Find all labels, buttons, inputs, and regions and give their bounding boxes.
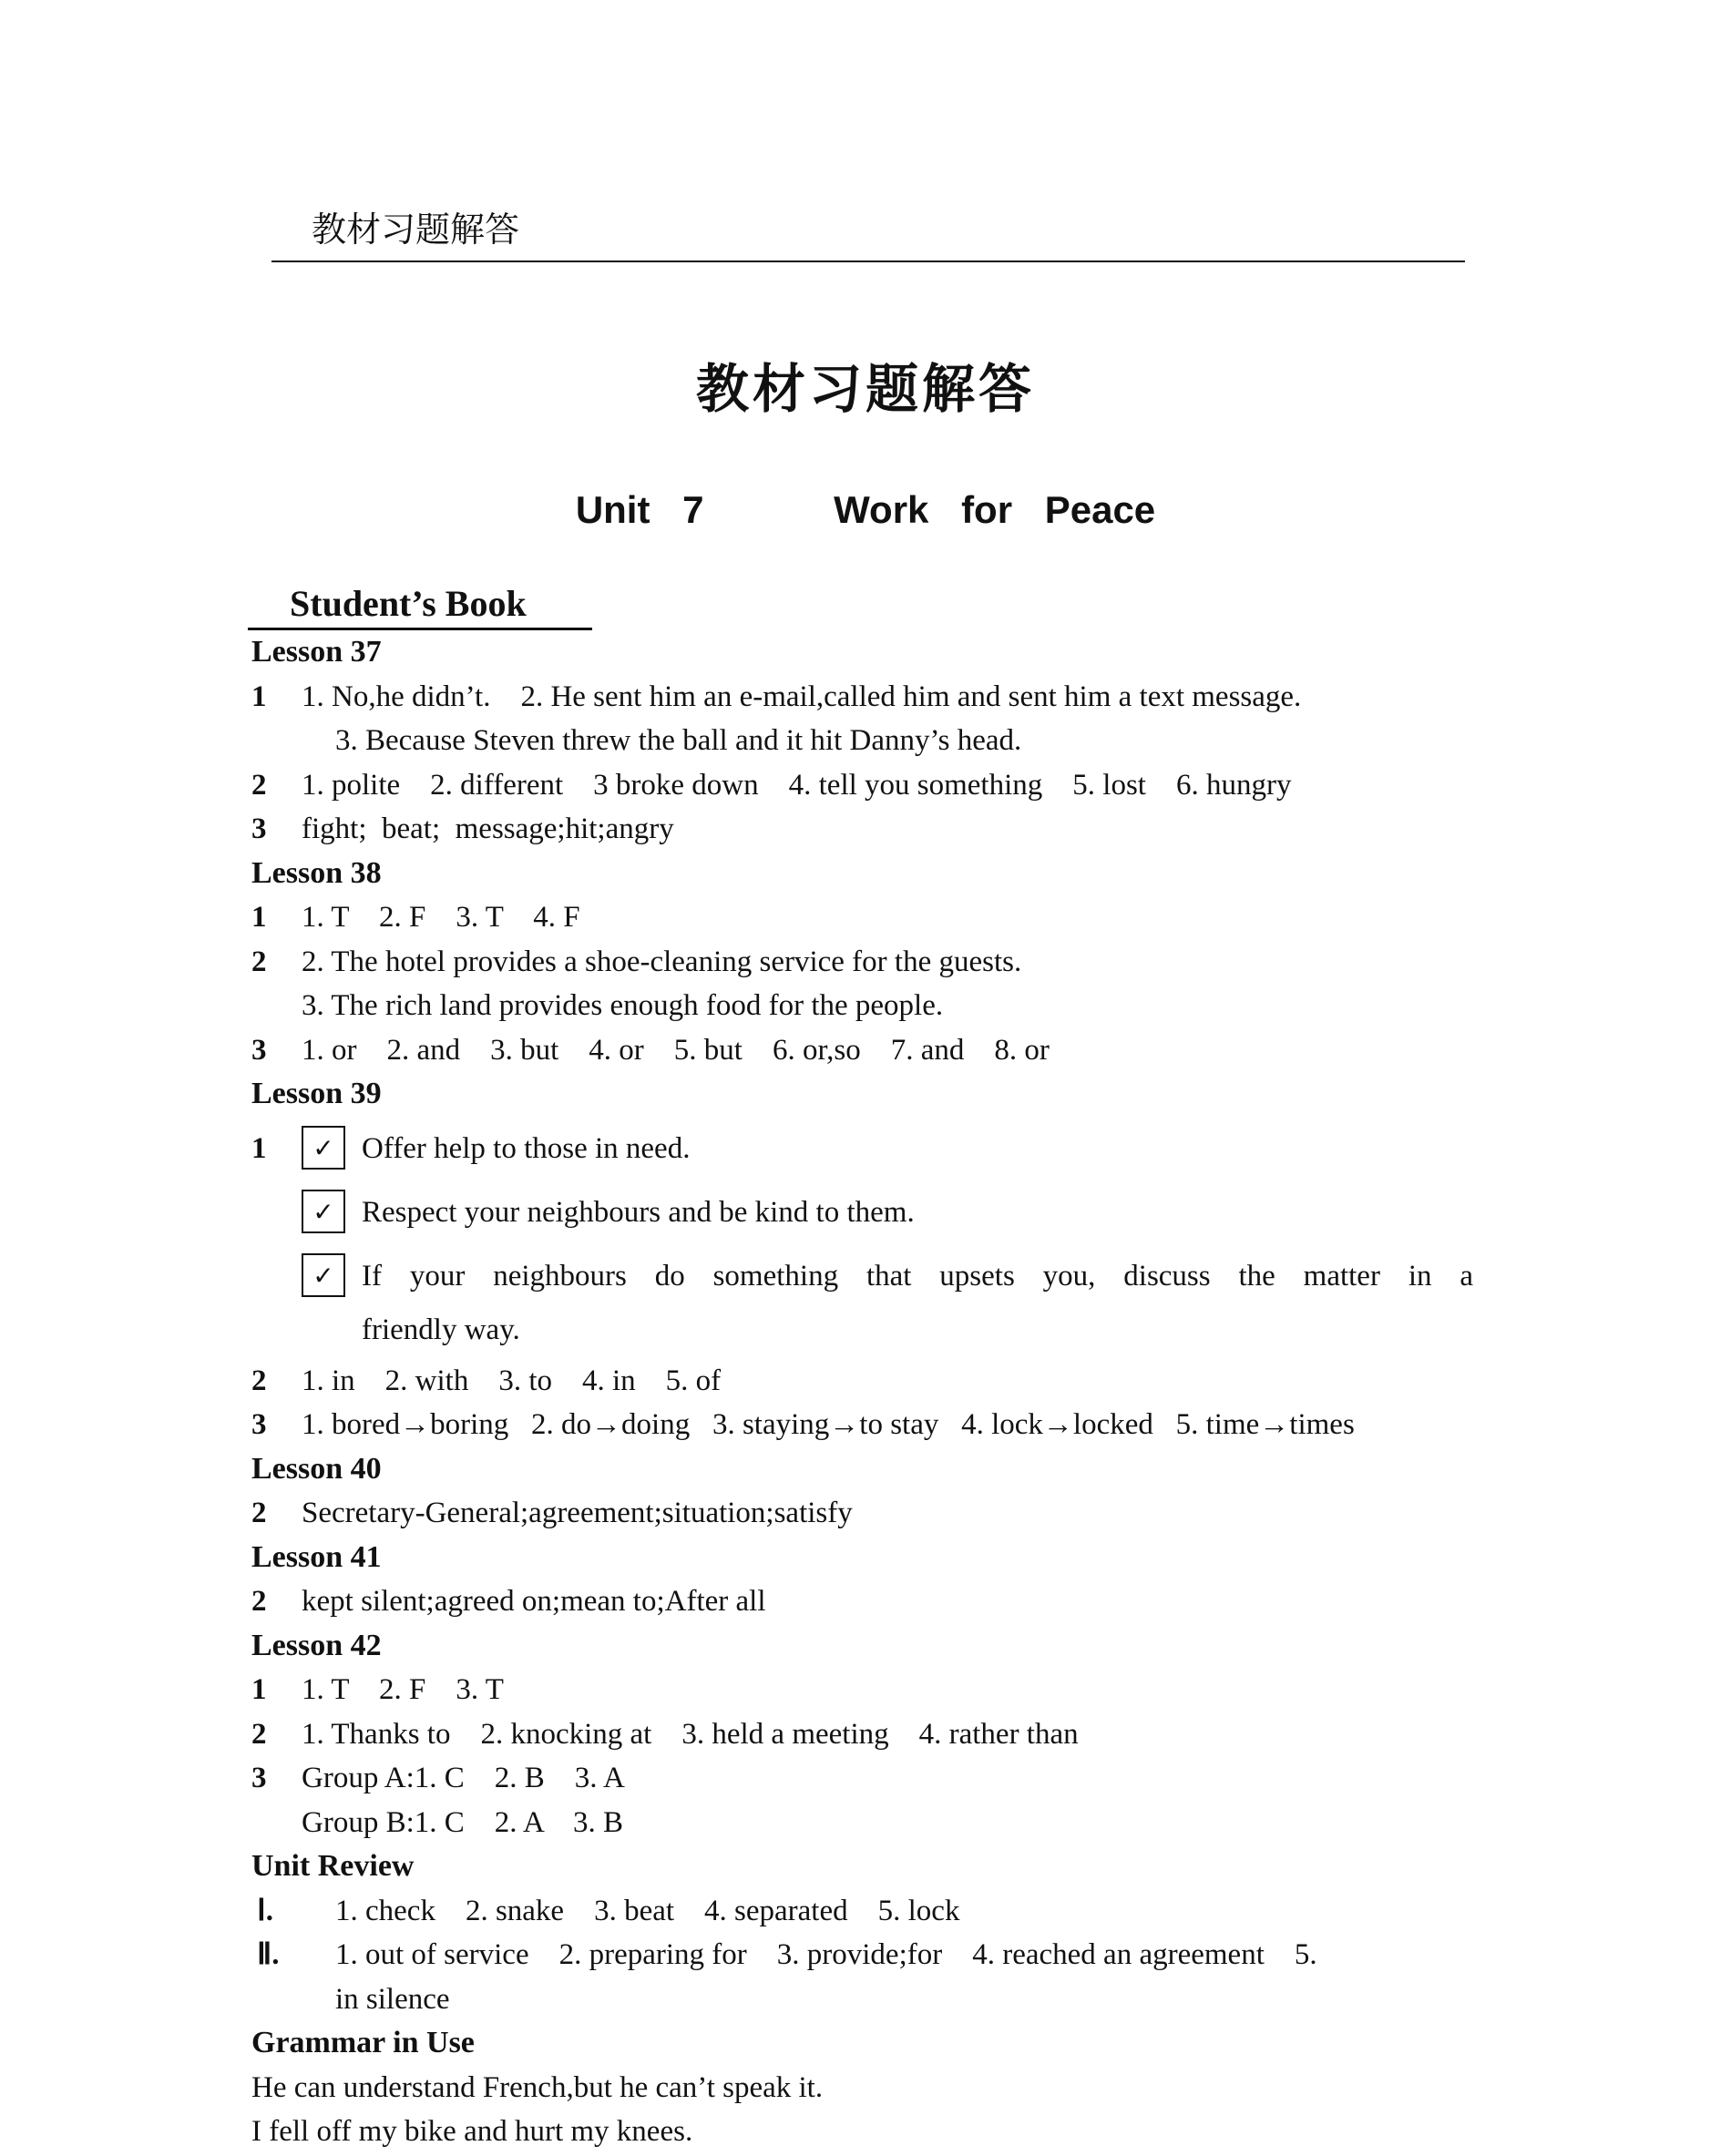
checklist-text: Respect your neighbours and be kind to them. bbox=[362, 1195, 915, 1229]
lesson-37-ex1-cont: 3. Because Steven threw the ball and it hit Danny’s head. bbox=[335, 724, 1022, 757]
lesson-37-ex2 bbox=[251, 763, 1490, 808]
check-box bbox=[302, 1190, 345, 1233]
lesson-41-heading: Lesson 41 bbox=[251, 1539, 382, 1574]
exercise-number: 3 bbox=[251, 1762, 267, 1794]
lesson-38-ex1 bbox=[251, 895, 1490, 940]
exercise-number: 2 bbox=[251, 1585, 267, 1618]
answer-text: kept silent;agreed on;mean to;After all bbox=[302, 1585, 766, 1618]
lesson-40-ex2 bbox=[251, 1491, 1490, 1536]
answer-text: 1. check 2. snake 3. beat 4. separated 5. lock bbox=[335, 1894, 960, 1927]
lesson-39-ex3 bbox=[251, 1403, 1490, 1447]
lesson-42-heading: Lesson 42 bbox=[251, 1628, 382, 1662]
exercise-number: 3 bbox=[251, 812, 267, 845]
answer-text: 1. Thanks to 2. knocking at 3. held a meeting 4. rather than bbox=[302, 1717, 1079, 1751]
answer-text: 1. bored→boring 2. do→doing 3. staying→to stay 4. lock→locked 5. time→times bbox=[302, 1408, 1355, 1441]
section-heading: Student’s Book bbox=[248, 583, 592, 630]
exercise-number: 3 bbox=[251, 1033, 267, 1067]
grammar-line: He can understand French,but he can’t speak it. bbox=[251, 2070, 824, 2104]
running-header: 教材习题解答 bbox=[271, 211, 1465, 262]
lesson-38-ex2-cont: 3. The rich land provides enough food for the people. bbox=[302, 989, 944, 1022]
grammar-heading: Grammar in Use bbox=[251, 2026, 475, 2059]
exercise-number: 1 bbox=[251, 679, 267, 713]
checklist-item bbox=[251, 1117, 1490, 1180]
answer-text: 1. out of service 2. preparing for 3. provide;for 4. reached an agreement 5. bbox=[335, 1938, 1317, 1971]
checklist-text: Offer help to those in need. bbox=[362, 1131, 691, 1165]
lesson-38-heading: Lesson 38 bbox=[251, 855, 382, 890]
checklist-text: If your neighbours do something that upsets you, discuss the matter in a bbox=[362, 1259, 1473, 1293]
answer-text: 1. No,he didn’t. 2. He sent him an e-mail,called him and sent him a text message. bbox=[302, 679, 1302, 713]
checklist-item bbox=[251, 1244, 1490, 1308]
answer-content bbox=[251, 630, 1490, 2154]
section-number: Ⅱ. bbox=[257, 1938, 280, 1971]
answer-text: 1. or 2. and 3. but 4. or 5. but 6. or,so 7. and 8. or bbox=[302, 1033, 1050, 1067]
unit-review-ii bbox=[251, 1933, 1490, 1977]
answer-text: 1. T 2. F 3. T 4. F bbox=[302, 901, 580, 934]
checklist-text-cont: friendly way. bbox=[362, 1313, 520, 1346]
check-box bbox=[302, 1253, 345, 1297]
unit-review-ii-cont: in silence bbox=[335, 1982, 450, 2016]
answer-text: Group A:1. C 2. B 3. A bbox=[302, 1762, 625, 1794]
check-box bbox=[302, 1126, 345, 1170]
lesson-40-heading: Lesson 40 bbox=[251, 1451, 382, 1486]
lesson-41-ex2 bbox=[251, 1579, 1490, 1624]
exercise-number: 1 bbox=[251, 1673, 267, 1706]
check-mark-icon: ✓ bbox=[312, 1132, 334, 1163]
lesson-37-ex1 bbox=[251, 675, 1490, 720]
grammar-line: I fell off my bike and hurt my knees. bbox=[251, 2115, 693, 2148]
unit-review-i bbox=[251, 1889, 1490, 1934]
lesson-42-ex3 bbox=[251, 1756, 1490, 1801]
answer-text: 2. The hotel provides a shoe-cleaning service for the guests. bbox=[302, 945, 1022, 978]
lesson-38-ex3 bbox=[251, 1028, 1490, 1073]
exercise-number: 2 bbox=[251, 1364, 267, 1397]
section-number: Ⅰ. bbox=[257, 1894, 273, 1927]
checklist-item bbox=[251, 1180, 1490, 1244]
lesson-42-ex3-cont: Group B:1. C 2. A 3. B bbox=[302, 1805, 623, 1839]
check-mark-icon: ✓ bbox=[312, 1260, 334, 1291]
answer-text: 1. in 2. with 3. to 4. in 5. of bbox=[302, 1364, 722, 1397]
answer-text: 1. polite 2. different 3 broke down 4. tell you something 5. lost 6. hungry bbox=[302, 768, 1292, 802]
answer-text: 1. T 2. F 3. T bbox=[302, 1673, 504, 1706]
unit-title: Unit 7 Work for Peace bbox=[575, 488, 1156, 531]
lesson-37-ex3 bbox=[251, 807, 1490, 852]
exercise-number: 2 bbox=[251, 1717, 267, 1751]
exercise-number: 2 bbox=[251, 768, 267, 802]
lesson-39-heading: Lesson 39 bbox=[251, 1077, 382, 1110]
check-mark-icon: ✓ bbox=[312, 1196, 334, 1227]
answer-text: fight; beat; message;hit;angry bbox=[302, 812, 674, 845]
lesson-42-ex2 bbox=[251, 1712, 1490, 1757]
lesson-42-ex1 bbox=[251, 1668, 1490, 1712]
exercise-number: 1 bbox=[251, 1131, 267, 1165]
lesson-37-heading: Lesson 37 bbox=[251, 635, 382, 669]
exercise-number: 3 bbox=[251, 1408, 267, 1441]
unit-review-heading: Unit Review bbox=[251, 1849, 415, 1883]
lesson-39-ex2 bbox=[251, 1359, 1490, 1404]
exercise-number: 1 bbox=[251, 901, 267, 934]
answer-text: Secretary-General;agreement;situation;satisfy bbox=[302, 1497, 853, 1529]
page-title: 教材习题解答 bbox=[695, 358, 1035, 420]
exercise-number: 2 bbox=[251, 945, 267, 978]
exercise-number: 2 bbox=[251, 1497, 267, 1529]
lesson-38-ex2 bbox=[251, 940, 1490, 985]
